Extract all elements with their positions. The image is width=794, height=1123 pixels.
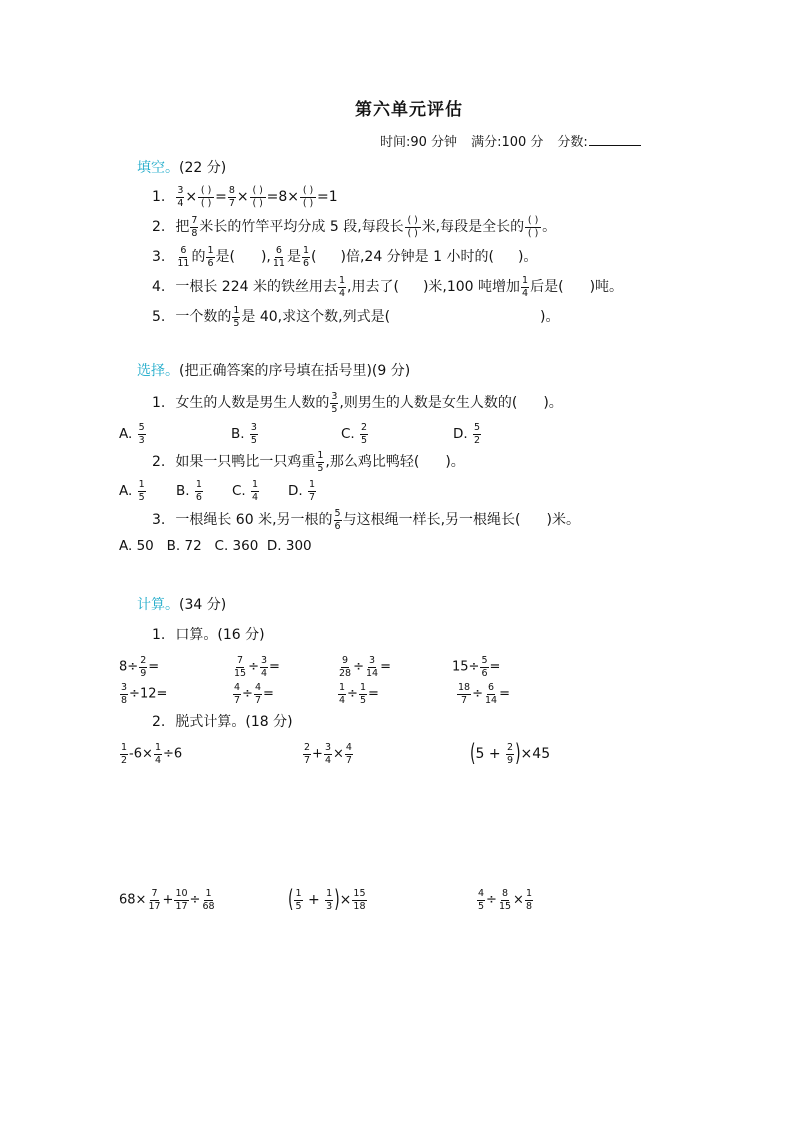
q-text: 是 40,求这个数,列式是( bbox=[241, 309, 391, 325]
fill-q5 bbox=[152, 306, 560, 328]
choice-q2-option-a[interactable]: A. $\frac{1}{5}$ bbox=[119, 479, 145, 503]
full-score-info: 满分:100 分 bbox=[471, 135, 544, 150]
step-item[interactable]: $\frac{1}{2}$ -6× $\frac{1}{4}$ ÷6 bbox=[121, 742, 183, 766]
oral-item[interactable]: $\frac{3}{8}$ ÷12= bbox=[121, 682, 168, 706]
q-text: 是 bbox=[286, 249, 301, 265]
q-text: 是( bbox=[215, 249, 235, 265]
q-text: 一根绳长 60 米,另一根的 bbox=[175, 512, 333, 528]
q-text: )。 bbox=[540, 309, 560, 325]
step-item[interactable]: $\frac{2}{7}$ + $\frac{3}{4}$ × $\frac{4}{7}$ bbox=[304, 742, 352, 766]
score-blank[interactable] bbox=[589, 133, 641, 146]
q-text: )米,100 吨增加 bbox=[422, 279, 521, 295]
q-text: 如果一只鸭比一只鸡重 bbox=[175, 454, 316, 470]
q-text: 一根长 224 米的铁丝用去 bbox=[175, 279, 337, 295]
fraction-blank[interactable]: ( ) ( ) bbox=[198, 186, 214, 208]
oral-item[interactable]: 8÷ $\frac{2}{9}$ = bbox=[119, 655, 160, 679]
q-text: )米。 bbox=[546, 512, 580, 528]
step-item[interactable]: (5 + $\frac{2}{9}$ )×45 bbox=[470, 740, 551, 768]
page-title: 第六单元评估 bbox=[355, 100, 463, 120]
section-choice-heading bbox=[137, 364, 410, 378]
fraction: $\frac{1}{4}$ bbox=[338, 275, 346, 299]
choice-q1-option-d[interactable]: D. $\frac{5}{2}$ bbox=[453, 422, 481, 446]
choice-q1-option-b[interactable]: B. $\frac{3}{5}$ bbox=[231, 422, 257, 446]
step-item[interactable]: $\frac{4}{5}$ ÷ $\frac{8}{15}$ × $\frac{1}{8}$ bbox=[478, 888, 532, 912]
step-calc-heading bbox=[152, 715, 293, 729]
q-number: 3. bbox=[152, 249, 166, 265]
choice-q3 bbox=[152, 509, 580, 531]
choice-q2-option-b[interactable]: B. $\frac{1}{6}$ bbox=[176, 479, 202, 503]
q-text: ( bbox=[311, 249, 317, 265]
q-text: )。 bbox=[543, 395, 563, 411]
q-text: ,用去了( bbox=[347, 279, 399, 295]
op: =1 bbox=[317, 189, 338, 205]
section-fill-blank-heading bbox=[137, 161, 226, 175]
oral-item[interactable]: 15÷ $\frac{5}{6}$ = bbox=[452, 655, 501, 679]
fill-q2 bbox=[152, 216, 556, 238]
choice-q1 bbox=[152, 392, 563, 414]
q-number: 4. bbox=[152, 279, 166, 295]
q-text: 女生的人数是男生人数的 bbox=[175, 395, 330, 411]
q-text: 的 bbox=[191, 249, 206, 265]
fraction: $\frac{7}{8}$ bbox=[191, 215, 198, 239]
fraction: $\frac{3}{4}$ bbox=[177, 185, 184, 209]
oral-item[interactable]: $\frac{1}{4}$ ÷ $\frac{1}{5}$ = bbox=[339, 682, 379, 706]
fraction-blank[interactable]: ( ) ( ) bbox=[300, 186, 316, 208]
q-number: 2. bbox=[152, 714, 166, 730]
section-points: (22 分) bbox=[179, 160, 227, 176]
section-points: (把正确答案的序号填在括号里)(9 分) bbox=[179, 363, 411, 379]
time-info: 时间:90 分钟 bbox=[380, 135, 458, 150]
fraction: $\frac{8}{7}$ bbox=[228, 185, 235, 209]
q-text: 米,每段是全长的 bbox=[421, 219, 525, 235]
op: × bbox=[185, 189, 198, 205]
fraction: $\frac{1}{6}$ bbox=[207, 245, 214, 269]
q-text: 。 bbox=[542, 219, 557, 235]
q-text: ,则男生的人数是女生人数的( bbox=[339, 395, 518, 411]
q-text: 脱式计算。(18 分) bbox=[175, 714, 293, 730]
score-label: 分数: bbox=[557, 135, 588, 150]
oral-item[interactable]: $\frac{18}{7}$ ÷ $\frac{6}{14}$ = bbox=[458, 682, 510, 706]
q-text: )。 bbox=[517, 249, 538, 265]
q-number: 1. bbox=[152, 395, 166, 411]
oral-item[interactable]: $\frac{7}{15}$ ÷ $\frac{3}{4}$ = bbox=[234, 655, 280, 679]
q-text: 把 bbox=[175, 219, 190, 235]
section-title: 填空。 bbox=[137, 160, 179, 176]
fraction: $\frac{1}{5}$ bbox=[317, 450, 324, 474]
q-text: ), bbox=[260, 249, 271, 265]
q-number: 1. bbox=[152, 189, 166, 205]
q-text: 口算。(16 分) bbox=[175, 627, 265, 643]
q-number: 1. bbox=[152, 627, 166, 643]
q-number: 2. bbox=[152, 219, 166, 235]
fill-q3 bbox=[152, 246, 537, 268]
section-points: (34 分) bbox=[179, 597, 227, 613]
fraction-blank[interactable]: ( ) ( ) bbox=[405, 216, 421, 238]
q-number: 5. bbox=[152, 309, 166, 325]
choice-q2-option-c[interactable]: C. $\frac{1}{4}$ bbox=[232, 479, 259, 503]
fraction: $\frac{6}{11}$ bbox=[177, 245, 190, 269]
fraction: $\frac{1}{5}$ bbox=[233, 305, 240, 329]
choice-q2 bbox=[152, 451, 465, 473]
q-text: 与这根绳一样长,另一根绳长( bbox=[342, 512, 521, 528]
section-title: 计算。 bbox=[137, 597, 179, 613]
q-text: 一个数的 bbox=[175, 309, 232, 325]
fraction: $\frac{6}{11}$ bbox=[272, 245, 285, 269]
fraction: $\frac{5}{6}$ bbox=[334, 508, 341, 532]
section-title: 选择。 bbox=[137, 363, 179, 379]
fill-q1 bbox=[152, 186, 338, 208]
q-number: 2. bbox=[152, 454, 166, 470]
q-text: 后是( bbox=[530, 279, 564, 295]
op: =8× bbox=[266, 189, 300, 205]
exam-meta bbox=[380, 133, 641, 149]
op: × bbox=[236, 189, 249, 205]
oral-item[interactable]: $\frac{4}{7}$ ÷ $\frac{4}{7}$ = bbox=[234, 682, 274, 706]
step-item[interactable]: ( $\frac{1}{5}$ + $\frac{1}{3}$ )× $\frac{15}{18}$ bbox=[288, 886, 366, 914]
fraction-blank[interactable]: ( ) ( ) bbox=[525, 216, 541, 238]
oral-item[interactable]: $\frac{9}{28}$ ÷ $\frac{3}{14}$ = bbox=[339, 655, 391, 679]
op: = bbox=[215, 189, 227, 205]
choice-q1-option-a[interactable]: A. $\frac{5}{3}$ bbox=[119, 422, 145, 446]
fraction: $\frac{1}{6}$ bbox=[302, 245, 310, 269]
fraction: $\frac{1}{4}$ bbox=[522, 275, 529, 299]
fraction-blank[interactable]: ( ) ( ) bbox=[250, 186, 266, 208]
choice-q2-option-d[interactable]: D. $\frac{1}{7}$ bbox=[288, 479, 316, 503]
q-text: )吨。 bbox=[589, 279, 624, 295]
q-text: ,那么鸡比鸭轻( bbox=[325, 454, 420, 470]
choice-q1-option-c[interactable]: C. $\frac{2}{5}$ bbox=[341, 422, 368, 446]
choice-q3-options[interactable]: A. 50 B. 72 C. 360 D. 300 bbox=[119, 538, 312, 554]
step-item[interactable]: 68× $\frac{7}{17}$ + $\frac{10}{17}$ ÷ $\frac{1}{68}$ bbox=[119, 888, 215, 912]
fraction: $\frac{3}{5}$ bbox=[331, 391, 338, 415]
q-text: )。 bbox=[445, 454, 465, 470]
section-calc-heading bbox=[137, 598, 226, 612]
q-number: 3. bbox=[152, 512, 166, 528]
q-text: )倍,24 分钟是 1 小时的( bbox=[340, 249, 494, 265]
q-text: 米长的竹竿平均分成 5 段,每段长 bbox=[199, 219, 404, 235]
fill-q4 bbox=[152, 276, 623, 298]
oral-calc-heading bbox=[152, 628, 265, 642]
